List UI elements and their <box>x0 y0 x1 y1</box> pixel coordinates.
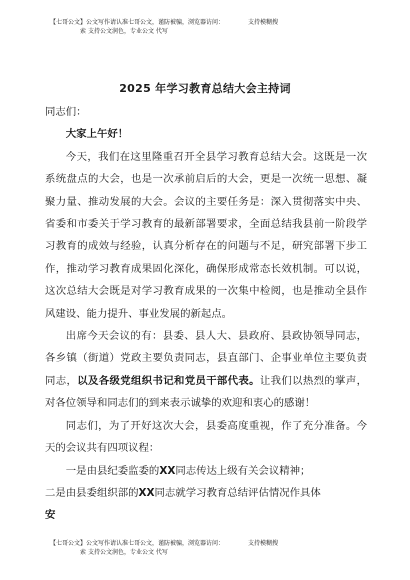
document-body <box>45 101 367 527</box>
agenda-item-2-prefix: 二是由县委组织部的 <box>45 486 139 499</box>
paragraph-agenda-intro: 同志们，为了开好这次大会，县委高度重视，作了充分准备。今天的会议共有四项议程： <box>45 419 367 455</box>
header-notice-text: 【七哥公文】公文写作请认准七哥公文，谨防被骗，浏览器访问： <box>50 19 225 26</box>
attendees-bold-text: 以及各级党组织书记和党员干部代表。 <box>77 374 260 387</box>
attendees-text: 出席今天会议的有：县委、县人大、县政府、县政协领导同志，各乡镇（街道）党政主要负责同志，县直部门、企事业单位主要负责同志， <box>45 330 367 387</box>
page-footer <box>50 539 370 557</box>
header-search-tail: 索 <box>80 28 87 35</box>
footer-line-2 <box>50 548 370 557</box>
agenda-item-1-suffix: 同志传达上级有关会议精神； <box>175 464 311 477</box>
page-header <box>50 18 370 36</box>
header-service-text: 代写 <box>155 28 168 35</box>
greeting: 大家上午好！ <box>65 128 129 141</box>
footer-service-text: 代写 <box>155 549 168 556</box>
header-search-text: 支持模糊搜 <box>248 19 279 26</box>
paragraph-opening: 今天，我们在这里隆重召开全县学习教育总结大会。这既是一次系统盘点的大会，也是一次承前启后的大会，更是一次统一思想、凝聚力量、推动发展的大会。会议的主要任务是：深入贯彻落实中央、省委和市委关于学习教育的最新部署要求，全面总结我县前一阶段学习教育的成效与经验，认真分析存在的问题与不足，研究部署下步工作，推动学习教育成果固化深化，确保形成常态长效机制。可以说，这次总结大会既是对学习教育成果的一次集中检阅，也是推动全县作风建设、能力提升、事业发展的新起点。 <box>45 150 367 320</box>
agenda-item-1-name: XX <box>159 464 176 477</box>
footer-polish-text: 支持公文润色，专业公文 <box>87 549 154 556</box>
salutation: 同志们： <box>45 106 87 118</box>
header-line-1 <box>50 18 370 27</box>
header-line-2 <box>50 27 370 36</box>
paragraph-attendees <box>45 325 367 415</box>
header-polish-text: 支持公文润色，专业公文 <box>87 28 154 35</box>
footer-search-tail: 索 <box>80 549 87 556</box>
agenda-item-1-prefix: 一是由县纪委监委的 <box>65 464 160 477</box>
footer-search-text: 支持模糊搜 <box>248 540 279 547</box>
agenda-item-2-tail: 安 <box>45 509 56 522</box>
footer-gap <box>228 539 244 548</box>
agenda-item-1 <box>45 460 367 482</box>
footer-line-1 <box>50 539 370 548</box>
welcome-text: 让我们以热烈的掌声，对各位领导和同志们的到来表示诚挚的欢迎和衷心的感谢！ <box>45 374 368 410</box>
document-title: 2025 年学习教育总结大会主持词 <box>119 82 291 95</box>
agenda-item-2-name: XX <box>138 486 155 499</box>
agenda-item-2 <box>45 482 367 527</box>
agenda-item-2-suffix: 同志就学习教育总结评估情况作具体 <box>154 486 321 499</box>
footer-notice-text: 【七哥公文】公文写作请认准七哥公文，谨防被骗，浏览器访问： <box>50 540 225 547</box>
header-gap <box>228 18 244 27</box>
